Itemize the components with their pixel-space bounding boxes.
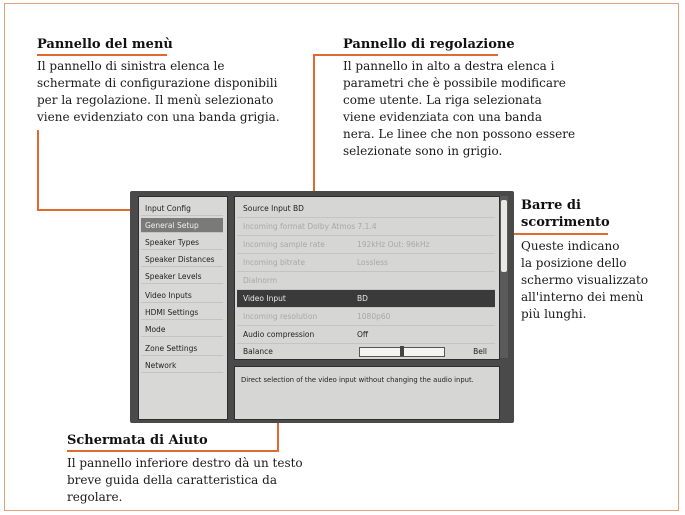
param-label: Video Input (243, 294, 286, 303)
param-row-incoming-format (237, 218, 495, 236)
menu-item-hdmi-settings[interactable]: HDMI Settings (141, 305, 223, 320)
help-text: Direct selection of the video input without changing the audio input. (241, 376, 474, 384)
param-row-balance[interactable] (237, 343, 495, 360)
scrollbars-callout-underline (508, 233, 608, 235)
param-label: Incoming format Dolby Atmos 7.1.4 (243, 222, 377, 231)
param-row-source-input[interactable] (237, 200, 495, 218)
param-row-incoming-sample-rate (237, 236, 495, 254)
menu-item-general-setup[interactable]: General Setup (141, 218, 223, 233)
menu-panel-leader-vertical (37, 130, 39, 211)
menu-item-network[interactable]: Network (141, 358, 223, 373)
menu-item-zone-settings[interactable]: Zone Settings (141, 341, 223, 356)
param-row-audio-compression[interactable] (237, 326, 495, 344)
param-value: BD (357, 294, 368, 303)
menu-item-video-inputs[interactable]: Video Inputs (141, 288, 223, 303)
menu-panel-callout-text: Il pannello di sinistra elenca le schermate di configurazione disponibili per la regolazione. Il menù selezionato viene evidenziato con una banda grigia. (37, 59, 280, 124)
param-label: Dialnorm (243, 276, 278, 285)
param-value: 1080p60 (357, 312, 391, 321)
menu-panel-leader-horizontal (37, 209, 141, 211)
param-value: Lossless (357, 258, 388, 267)
menu-panel (138, 196, 228, 420)
scrollbar-thumb[interactable] (501, 200, 507, 272)
adjust-panel-callout-underline (313, 54, 498, 56)
help-screen-callout-title: Schermata di Aiuto (67, 433, 208, 448)
param-label: Incoming sample rate (243, 240, 325, 249)
menu-item-speaker-types[interactable]: Speaker Types (141, 235, 223, 250)
param-row-incoming-bitrate (237, 254, 495, 272)
help-screen-callout-underline (67, 450, 279, 452)
adjust-panel-callout-title: Pannello di regolazione (343, 37, 515, 52)
balance-slider-knob[interactable] (400, 346, 404, 356)
menu-panel-callout-underline (37, 54, 167, 56)
help-panel (234, 366, 500, 420)
param-row-video-input[interactable] (237, 290, 495, 308)
param-label: Balance (243, 347, 273, 356)
param-row-incoming-resolution (237, 308, 495, 326)
balance-slider[interactable] (359, 347, 445, 357)
param-label: Source Input BD (243, 204, 304, 213)
param-label: Incoming bitrate (243, 258, 305, 267)
param-label: Incoming resolution (243, 312, 318, 321)
param-label: Audio compression (243, 330, 315, 339)
param-value: 192kHz Out: 96kHz (357, 240, 430, 249)
menu-item-speaker-distances[interactable]: Speaker Distances (141, 252, 223, 267)
scrollbars-callout-text: Queste indicano la posizione dello schermo visualizzato all'interno dei menù più lunghi. (521, 239, 649, 321)
param-end-label: Bell (473, 347, 487, 356)
menu-item-speaker-levels[interactable]: Speaker Levels (141, 269, 223, 284)
adjust-panel (234, 196, 500, 360)
param-value: Off (357, 330, 369, 339)
menu-item-input-config[interactable]: Input Config (141, 201, 223, 216)
menu-item-mode[interactable]: Mode (141, 322, 223, 337)
adjust-panel-callout-text: Il pannello in alto a destra elenca i parametri che è possibile modificare come utente. La riga selezionata viene evidenziata con una banda nera. Le linee che non possono essere selezionate sono in grigio. (343, 59, 576, 158)
help-screen-callout-text: Il pannello inferiore destro dà un testo breve guida della caratteristica da regolare. (67, 456, 303, 504)
menu-panel-callout-title: Pannello del menù (37, 37, 173, 52)
scrollbars-callout-title: Barre di scorrimento (521, 198, 610, 230)
scrollbar[interactable] (500, 196, 508, 358)
param-row-dialnorm (237, 272, 495, 290)
